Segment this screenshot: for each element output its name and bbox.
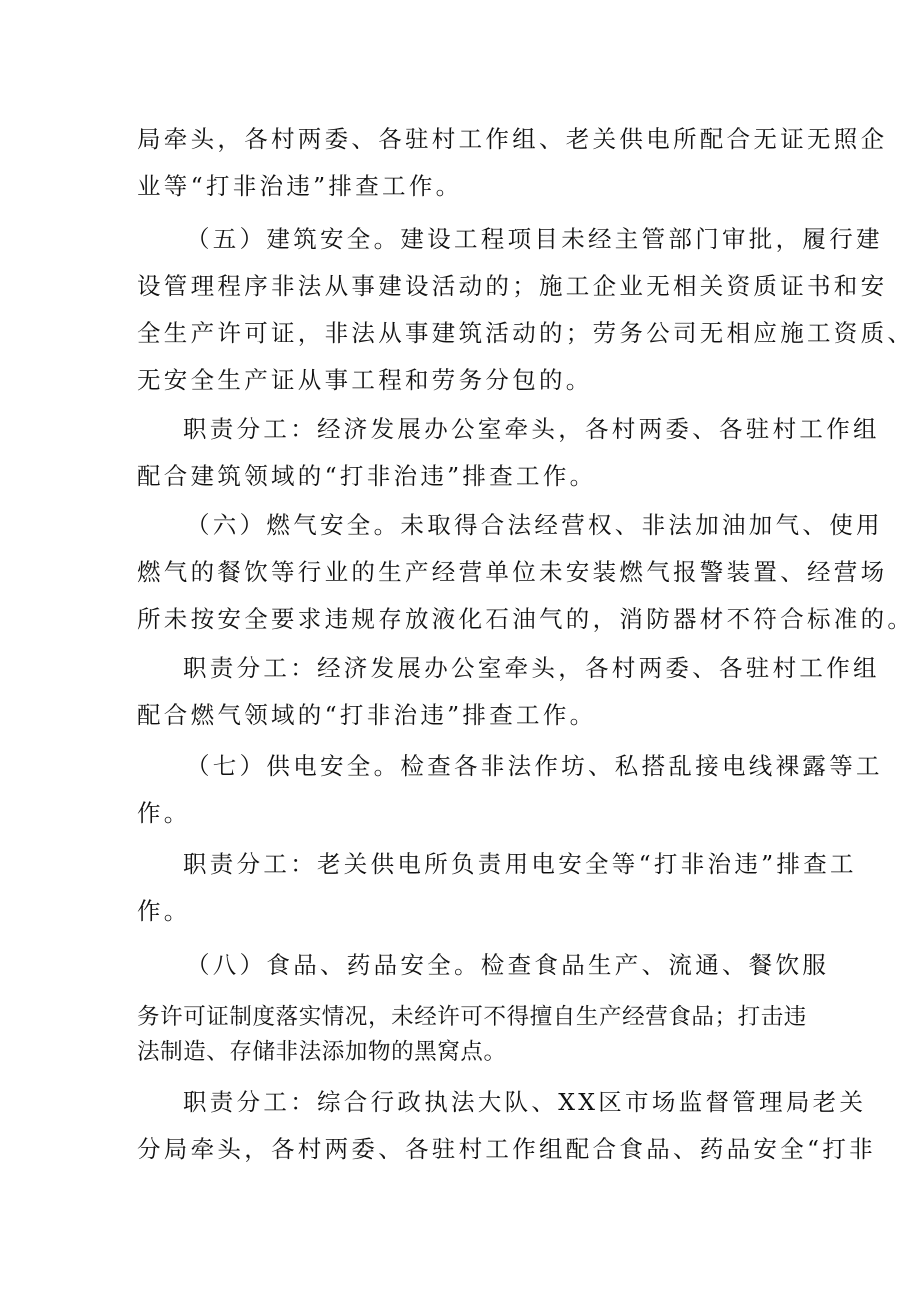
text-line: 法制造、存储非法添加物的黑窝点。 bbox=[137, 1039, 507, 1065]
text-line: 全生产许可证，非法从事建筑活动的；劳务公司无相应施工资质、 bbox=[137, 319, 915, 347]
text-line: 配合建筑领域的“打非治违”排查工作。 bbox=[137, 462, 597, 490]
responsibility-paragraph: 职责分工：老关供电所负责用电安全等“打非治违”排查工 bbox=[183, 850, 857, 878]
text-line: 作。 bbox=[137, 897, 191, 925]
responsibility-paragraph: 职责分工：经济发展办公室牵头，各村两委、各驻村工作组 bbox=[183, 654, 880, 682]
section-heading-gas-safety: （六）燃气安全。未取得合法经营权、非法加油加气、使用 bbox=[186, 511, 883, 539]
section-heading-building-safety: （五）建筑安全。建设工程项目未经主管部门审批，履行建 bbox=[186, 225, 883, 253]
text-line: 务许可证制度落实情况，未经许可不得擅自生产经营食品；打击违 bbox=[137, 1004, 807, 1030]
text-line: 燃气的餐饮等行业的生产经营单位未安装燃气报警装置、经营场 bbox=[137, 558, 888, 586]
text-line: 无安全生产证从事工程和劳务分包的。 bbox=[137, 366, 593, 394]
text-line: 作。 bbox=[137, 799, 191, 827]
text-line: 设管理程序非法从事建设活动的；施工企业无相关资质证书和安 bbox=[137, 272, 888, 300]
text-line: 业等“打非治违”排查工作。 bbox=[137, 172, 463, 200]
text-line: 所未按安全要求违规存放液化石油气的，消防器材不符合标准的。 bbox=[137, 605, 915, 633]
responsibility-paragraph: 职责分工：经济发展办公室牵头，各村两委、各驻村工作组 bbox=[183, 415, 880, 443]
section-heading-power-safety: （七）供电安全。检查各非法作坊、私搭乱接电线裸露等工 bbox=[186, 752, 883, 780]
responsibility-paragraph: 职责分工：综合行政执法大队、XX区市场监督管理局老关 bbox=[183, 1088, 867, 1116]
section-heading-food-drug-safety: （八）食品、药品安全。检查食品生产、流通、餐饮服 bbox=[186, 951, 830, 979]
text-line: 分局牵头，各村两委、各驻村工作组配合食品、药品安全“打非 bbox=[137, 1135, 876, 1163]
text-line: 配合燃气领域的“打非治违”排查工作。 bbox=[137, 701, 597, 729]
text-line: 局牵头，各村两委、各驻村工作组、老关供电所配合无证无照企 bbox=[137, 125, 888, 153]
